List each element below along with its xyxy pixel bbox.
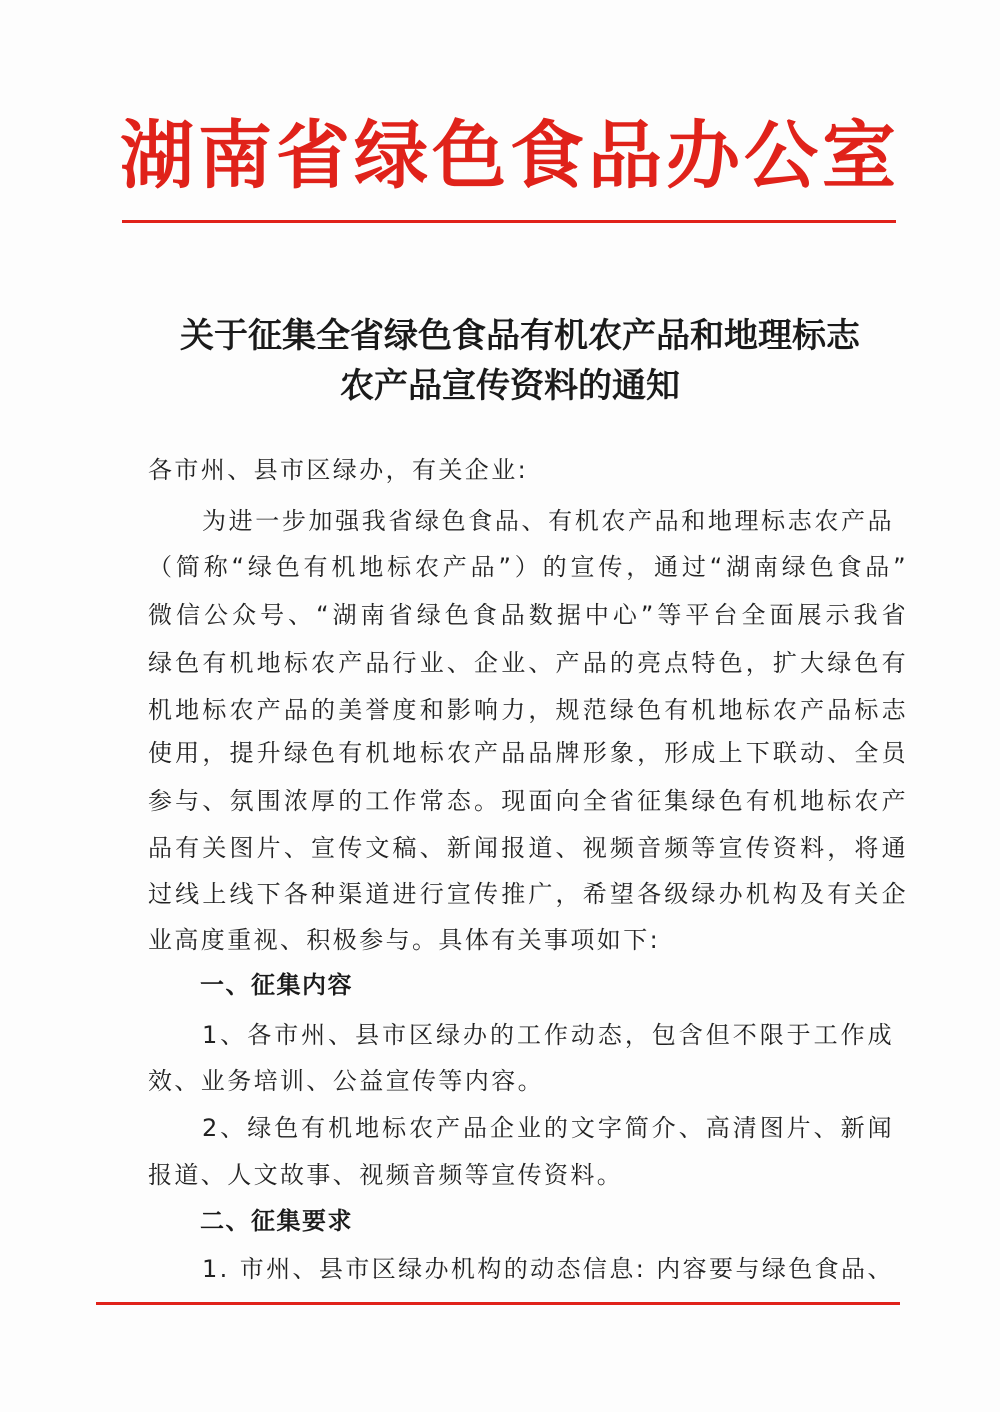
section-1-line-3: 2、绿色有机地标农产品企业的文字简介、高清图片、新闻: [202, 1114, 894, 1142]
document-title-line-2: 农产品宣传资料的通知: [340, 366, 680, 406]
section-2-heading: 二、征集要求: [200, 1207, 353, 1235]
intro-line-1: 为进一步加强我省绿色食品、有机农产品和地理标志农产品: [202, 507, 894, 535]
footer-red-rule: [96, 1302, 900, 1305]
header-red-rule: [122, 220, 896, 223]
section-2-line-1: 1. 市州、县市区绿办机构的动态信息: 内容要与绿色食品、: [202, 1255, 894, 1283]
intro-line-9: 过线上线下各种渠道进行宣传推广，希望各级绿办机构及有关企: [148, 880, 908, 908]
document-title-line-1: 关于征集全省绿色食品有机农产品和地理标志: [180, 316, 860, 356]
intro-line-7: 参与、氛围浓厚的工作常态。现面向全省征集绿色有机地标农产: [148, 787, 908, 815]
section-1-line-4: 报道、人文故事、视频音频等宣传资料。: [148, 1161, 624, 1189]
section-1-heading: 一、征集内容: [200, 971, 353, 999]
section-1-line-2: 效、业务培训、公益宣传等内容。: [148, 1067, 544, 1095]
intro-line-6: 使用，提升绿色有机地标农产品品牌形象，形成上下联动、全员: [148, 739, 908, 767]
salutation: 各市州、县市区绿办，有关企业:: [148, 456, 529, 484]
organization-header: 湖南省绿色食品办公室: [120, 113, 900, 199]
intro-line-3: 微信公众号、“湖南省绿色食品数据中心”等平台全面展示我省: [148, 601, 908, 629]
section-1-line-1: 1、各市州、县市区绿办的工作动态，包含但不限于工作成: [202, 1021, 894, 1049]
intro-line-5: 机地标农产品的美誉度和影响力，规范绿色有机地标农产品标志: [148, 696, 908, 724]
intro-line-8: 品有关图片、宣传文稿、新闻报道、视频音频等宣传资料，将通: [148, 834, 908, 862]
intro-line-2: （简称“绿色有机地标农产品”）的宣传，通过“湖南绿色食品”: [148, 553, 908, 581]
intro-line-4: 绿色有机地标农产品行业、企业、产品的亮点特色，扩大绿色有: [148, 649, 908, 677]
intro-line-10: 业高度重视、积极参与。具体有关事项如下:: [148, 926, 661, 954]
